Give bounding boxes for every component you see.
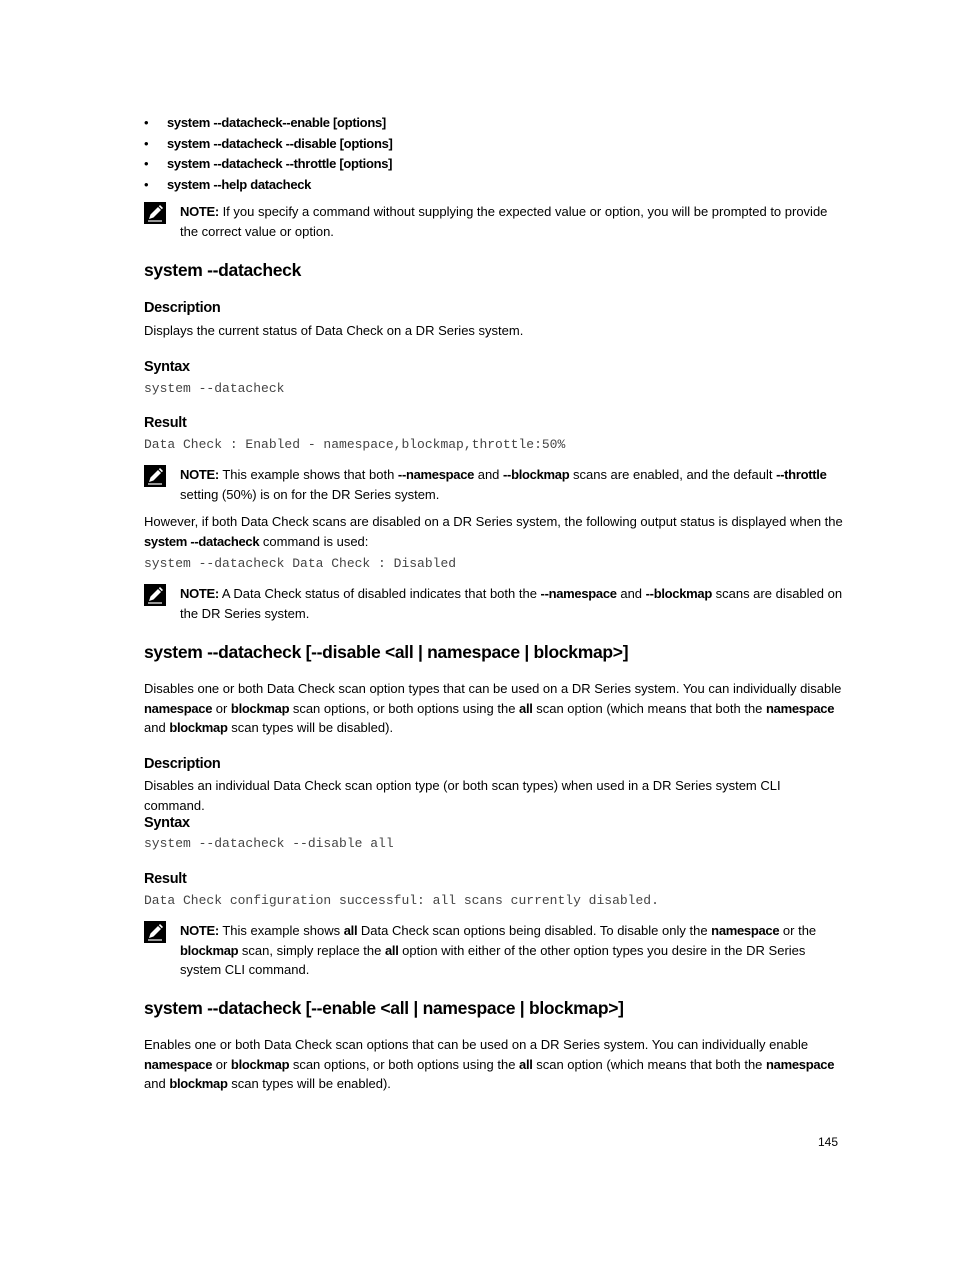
note-block bbox=[144, 584, 844, 624]
description-text: Disables an individual Data Check scan option type (or both scan types) when used in a DR Series system CLI command. bbox=[144, 778, 781, 813]
pencil-note-icon bbox=[144, 921, 166, 943]
list-item: • system --datacheck--enable [options] bbox=[144, 114, 393, 135]
note-block bbox=[144, 921, 844, 981]
result-code: Data Check configuration successful: all scans currently disabled. bbox=[144, 893, 659, 908]
syntax-code: system --datacheck --disable all bbox=[144, 836, 394, 851]
note-block bbox=[144, 465, 844, 505]
page-number: 145 bbox=[818, 1135, 839, 1149]
body-paragraph: However, if both Data Check scans are disabled on a DR Series system, the following output status is displayed when the system --datacheck command is used: bbox=[144, 514, 843, 549]
note-text: NOTE: If you specify a command without supplying the expected value or option, you will be prompted to provide the correct value or option. bbox=[180, 204, 828, 239]
list-item: • system --datacheck --throttle [options] bbox=[144, 155, 393, 176]
body-paragraph: Disables one or both Data Check scan option types that can be used on a DR Series system. You can individually disable namespace or blockmap scan options, or both options using the all scan option (which means that both the namespace and blockmap scan types will be disabled). bbox=[144, 681, 842, 735]
note-text: NOTE: A Data Check status of disabled indicates that both the --namespace and --blockmap scans are disabled on the DR Series system. bbox=[180, 586, 843, 621]
result-heading: Result bbox=[144, 415, 187, 431]
list-item: • system --help datacheck bbox=[144, 176, 393, 197]
list-item: • system --datacheck --disable [options] bbox=[144, 135, 393, 156]
section-heading: system --datacheck [--disable <all | namespace | blockmap>] bbox=[144, 642, 629, 662]
description-heading: Description bbox=[144, 756, 221, 772]
note-block bbox=[144, 202, 844, 242]
result-heading: Result bbox=[144, 871, 187, 887]
command-list bbox=[144, 114, 393, 196]
description-text: Displays the current status of Data Check on a DR Series system. bbox=[144, 323, 524, 338]
pencil-note-icon bbox=[144, 465, 166, 487]
syntax-code: system --datacheck bbox=[144, 381, 285, 396]
pencil-note-icon bbox=[144, 202, 166, 224]
result-code: Data Check : Enabled - namespace,blockmap,throttle:50% bbox=[144, 437, 566, 452]
disabled-status-code: system --datacheck Data Check : Disabled bbox=[144, 556, 457, 571]
body-paragraph: Enables one or both Data Check scan options that can be used on a DR Series system. You can individually enable namespace or blockmap scan options, or both options using the all scan option (which means that both the namespace and blockmap scan types will be enabled). bbox=[144, 1037, 835, 1091]
section-heading: system --datacheck bbox=[144, 260, 302, 280]
description-heading: Description bbox=[144, 300, 221, 316]
pencil-note-icon bbox=[144, 584, 166, 606]
note-text: NOTE: This example shows all Data Check scan options being disabled. To disable only the namespace or the blockmap scan, simply replace the all option with either of the other option types you desire in the DR Series system CLI command. bbox=[180, 923, 817, 977]
note-text: NOTE: This example shows that both --namespace and --blockmap scans are enabled, and the default --throttle setting (50%) is on for the DR Series system. bbox=[180, 467, 827, 502]
syntax-heading: Syntax bbox=[144, 359, 190, 375]
syntax-heading: Syntax bbox=[144, 815, 190, 831]
section-heading: system --datacheck [--enable <all | namespace | blockmap>] bbox=[144, 998, 624, 1018]
